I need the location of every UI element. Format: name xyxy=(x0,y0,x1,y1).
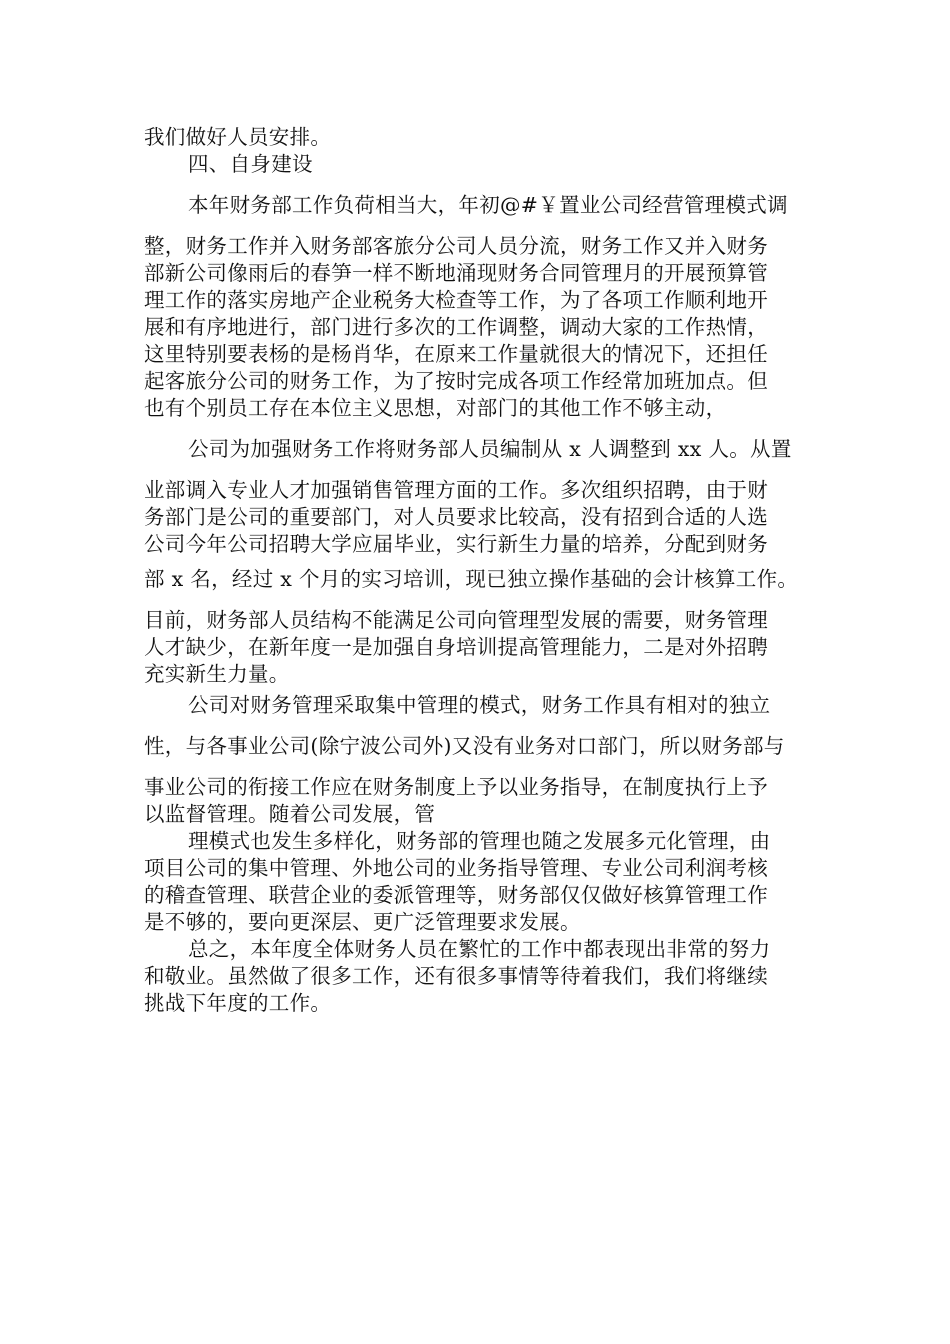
text-line: 目前，财务部人员结构不能满足公司向管理型发展的需要，财务管理 xyxy=(144,608,768,632)
text-line: 务部门是公司的重要部门，对人员要求比较高，没有招到合适的人选 xyxy=(144,505,768,529)
text-line: 事业公司的衔接工作应在财务制度上予以业务指导，在制度执行上予 xyxy=(144,775,768,799)
text-line: 部 x 名，经过 x 个月的实习培训，现已独立操作基础的会计核算工作。 xyxy=(144,567,799,591)
text-line: 也有个别员工存在本位主义思想，对部门的其他工作不够主动， xyxy=(144,396,727,420)
text-line: 整，财务工作并入财务部客旅分公司人员分流，财务工作又并入财务 xyxy=(144,234,768,258)
text-line: 的稽查管理、联营企业的委派管理等，财务部仅仅做好核算管理工作 xyxy=(144,883,768,907)
text-line: 性，与各事业公司(除宁波公司外)又没有业务对口部门，所以财务部与 xyxy=(144,734,785,758)
text-line: 本年财务部工作负荷相当大，年初@#￥置业公司经营管理模式调 xyxy=(188,193,788,217)
text-line: 起客旅分公司的财务工作，为了按时完成各项工作经常加班加点。但 xyxy=(144,369,768,393)
text-line: 总之，本年度全体财务人员在繁忙的工作中都表现出非常的努力 xyxy=(188,937,771,961)
section-heading: 四、自身建设 xyxy=(188,152,313,176)
text-line: 公司今年公司招聘大学应届毕业，实行新生力量的培养，分配到财务 xyxy=(144,532,768,556)
document-body xyxy=(144,124,808,1017)
text-line: 部新公司像雨后的春笋一样不断地涌现财务合同管理月的开展预算管 xyxy=(144,261,768,285)
text-line: 公司为加强财务工作将财务部人员编制从 x 人调整到 xx 人。从置 xyxy=(188,437,792,461)
text-line: 挑战下年度的工作。 xyxy=(144,991,332,1015)
text-line: 公司对财务管理采取集中管理的模式，财务工作具有相对的独立 xyxy=(188,693,771,717)
text-line: 充实新生力量。 xyxy=(144,662,290,686)
text-line: 和敬业。虽然做了很多工作，还有很多事情等待着我们，我们将继续 xyxy=(144,964,768,988)
text-line: 这里特别要表杨的是杨肖华，在原来工作量就很大的情况下，还担任 xyxy=(144,342,768,366)
text-line: 展和有序地进行，部门进行多次的工作调整，调动大家的工作热情， xyxy=(144,315,768,339)
text-line: 项目公司的集中管理、外地公司的业务指导管理、专业公司利润考核 xyxy=(144,856,768,880)
text-line: 人才缺少，在新年度一是加强自身培训提高管理能力，二是对外招聘 xyxy=(144,635,768,659)
text-line: 是不够的，要向更深层、更广泛管理要求发展。 xyxy=(144,910,581,934)
text-line: 以监督管理。随着公司发展，管 xyxy=(144,802,436,826)
text-line: 理模式也发生多样化，财务部的管理也随之发展多元化管理，由 xyxy=(188,829,771,853)
text-line: 业部调入专业人才加强销售管理方面的工作。多次组织招聘，由于财 xyxy=(144,478,768,502)
text-line: 理工作的落实房地产企业税务大检查等工作，为了各项工作顺利地开 xyxy=(144,288,768,312)
text-line: 我们做好人员安排。 xyxy=(144,125,332,149)
